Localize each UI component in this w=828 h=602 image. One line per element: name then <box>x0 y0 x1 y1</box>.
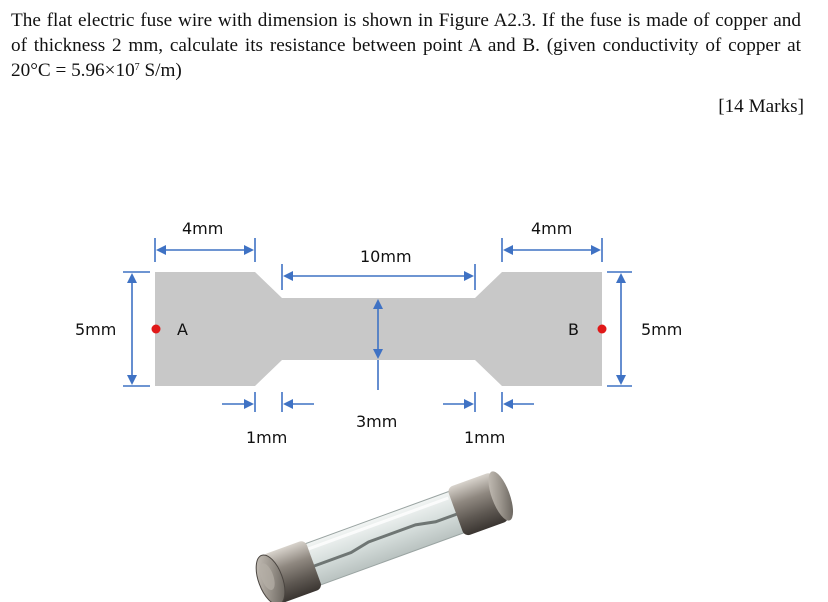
problem-text: The flat electric fuse wire with dimension is shown in Figure A2.3. If the fuse is made of copper and of thickness 2 mm, calculate its resistance between point A and B. (given conductivity of copper at 20°C = 5.96×10 <box>11 10 801 81</box>
dim-middle-width-label: 3mm <box>356 412 398 431</box>
dim-taper-left-label: 1mm <box>246 428 288 447</box>
point-b-label: B <box>568 320 579 339</box>
point-b-marker <box>598 325 607 334</box>
dim-middle-length-10mm <box>282 264 475 290</box>
dim-left-height-5mm <box>123 272 150 386</box>
point-a-marker <box>152 325 161 334</box>
marks-label: [14 Marks] <box>718 96 804 117</box>
conductivity-exponent: 7 <box>134 62 140 73</box>
point-a-label: A <box>177 320 188 339</box>
dim-right-height-5mm <box>607 272 632 386</box>
dim-taper-right-1mm <box>443 392 534 412</box>
dim-taper-left-1mm <box>222 392 314 412</box>
dim-top-right-4mm <box>502 238 602 262</box>
dim-top-left-4mm <box>155 238 255 262</box>
dim-right-height-label: 5mm <box>641 320 683 339</box>
dim-taper-right-label: 1mm <box>464 428 506 447</box>
dim-middle-length-label: 10mm <box>360 247 412 266</box>
dim-left-height-label: 5mm <box>75 320 117 339</box>
problem-text-units: S/m) <box>139 60 182 81</box>
dim-top-left-label: 4mm <box>182 219 224 238</box>
dim-top-right-label: 4mm <box>531 219 573 238</box>
glass-cartridge-fuse-icon <box>250 468 518 602</box>
